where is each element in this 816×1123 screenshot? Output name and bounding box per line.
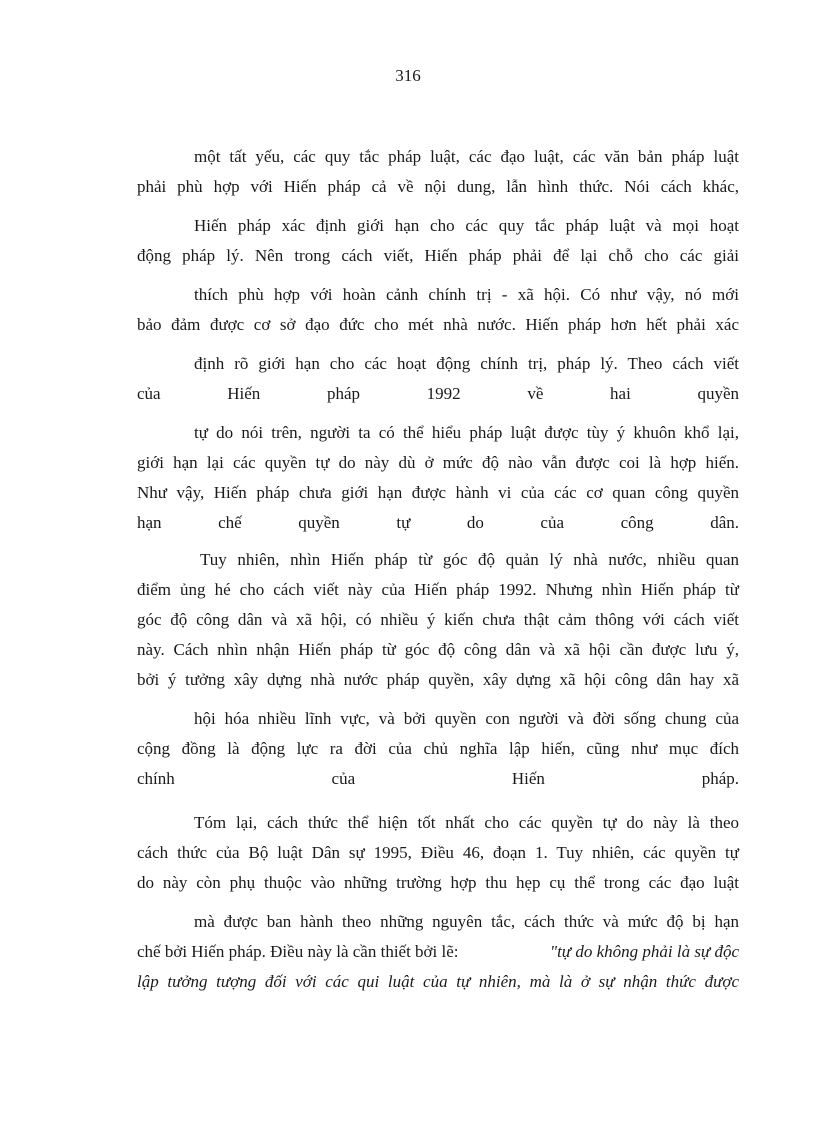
text-line: Tóm lại, cách thức thể hiện tốt nhất cho các quyền tự do này là theo (194, 813, 739, 832)
page-number: 316 (395, 66, 421, 85)
text-line: thích phù hợp với hoàn cảnh chính trị - xã hội. Có như vậy, nó mới (194, 285, 739, 304)
text-line: Hiến pháp xác định giới hạn cho các quy tắc pháp luật và mọi hoạt (194, 216, 739, 235)
text-line: của Hiến pháp 1992 về hai quyền (137, 384, 739, 403)
text-line: động pháp lý. Nên trong cách viết, Hiến pháp phải để lại chỗ cho các giải (137, 246, 739, 265)
text-line: Tuy nhiên, nhìn Hiến pháp từ góc độ quản lý nhà nước, nhiều quan (200, 550, 739, 569)
text-line: chính của Hiến pháp. (137, 769, 739, 788)
text-line: phải phù hợp với Hiến pháp cả về nội dung, lẫn hình thức. Nói cách khác, (137, 177, 739, 196)
text-line: Như vậy, Hiến pháp chưa giới hạn được hành vi của các cơ quan công quyền (137, 483, 739, 502)
text-line: cách thức của Bộ luật Dân sự 1995, Điều 46, đoạn 1. Tuy nhiên, các quyền tự (137, 843, 739, 862)
text-line: bảo đảm được cơ sở đạo đức cho mét nhà nước. Hiến pháp hơn hết phải xác (137, 315, 739, 334)
text-line: hội hóa nhiều lĩnh vực, và bởi quyền con người và đời sống chung của (194, 709, 739, 728)
text-line: điểm ủng hé cho cách viết này của Hiến pháp 1992. Nhưng nhìn Hiến pháp từ (137, 580, 739, 599)
text-line: bởi ý tưởng xây dựng nhà nước pháp quyền, xây dựng xã hội công dân hay xã (137, 670, 739, 689)
text-segment: chế bởi Hiến pháp. Điều này là cần thiết bởi lẽ: (137, 942, 459, 961)
text-line: do này còn phụ thuộc vào những trường hợp thu hẹp cụ thể trong các đạo luật (137, 873, 739, 892)
text-line: hạn chế quyền tự do của công dân. (137, 513, 739, 532)
text-line: cộng đồng là động lực ra đời của chủ nghĩa lập hiến, cũng như mục đích (137, 739, 739, 758)
text-line: tự do nói trên, người ta có thể hiểu pháp luật được tùy ý khuôn khổ lại, (194, 423, 739, 442)
text-line: định rõ giới hạn cho các hoạt động chính trị, pháp lý. Theo cách viết (194, 354, 739, 373)
text-line: mà được ban hành theo những nguyên tắc, cách thức và mức độ bị hạn (194, 912, 739, 931)
quote-segment: "tự do không phải là sự độc (549, 942, 739, 961)
quote-line: lập tưởng tượng đối với các qui luật của tự nhiên, mà là ở sự nhận thức được (137, 972, 739, 991)
text-line (137, 941, 739, 963)
text-line: góc độ công dân và xã hội, có nhiều ý kiến chưa thật cảm thông với cách viết (137, 610, 739, 629)
text-line: giới hạn lại các quyền tự do này dù ở mức độ nào vẫn được coi là hợp hiến. (137, 453, 739, 472)
text-line: này. Cách nhìn nhận Hiến pháp từ góc độ công dân và xã hội cần được lưu ý, (137, 640, 739, 659)
text-line: một tất yếu, các quy tắc pháp luật, các đạo luật, các văn bản pháp luật (194, 147, 739, 166)
